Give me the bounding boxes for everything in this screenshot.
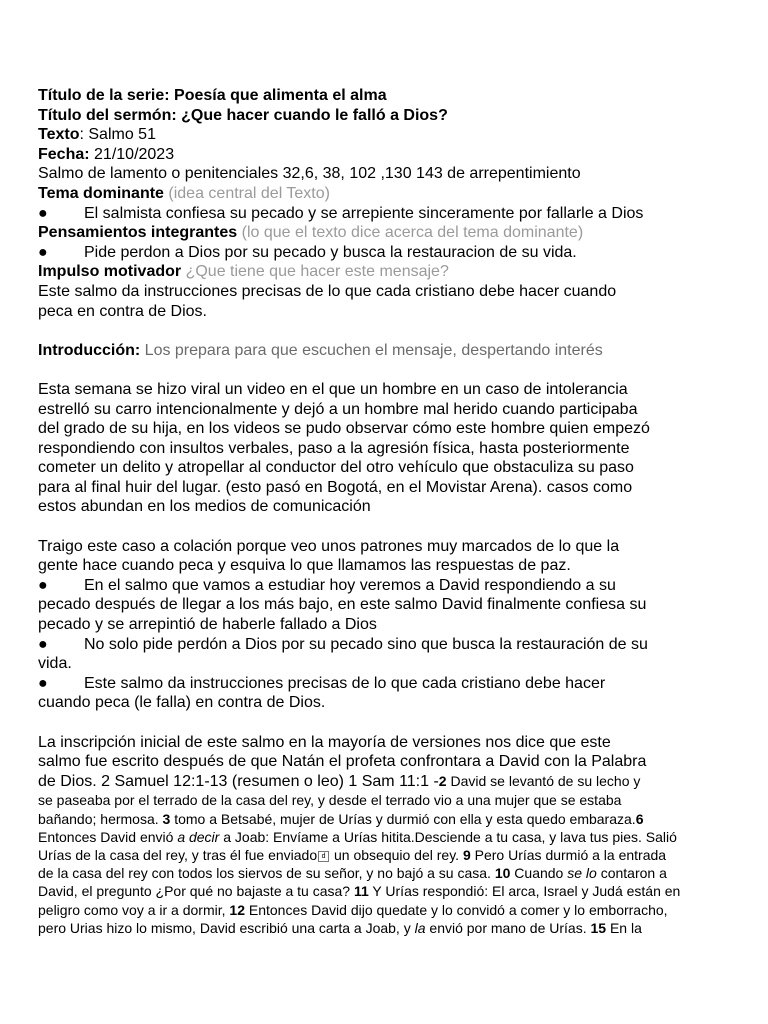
scripture-start	[439, 773, 641, 789]
psalm-line: Salmo de lamento o penitenciales 32,6, 38, 102 ,130 143 de arrepentimiento	[38, 165, 581, 183]
verse-text: tomo a Betsabé, mujer de Urías y durmió con ella y esta quedo embaraza.	[170, 810, 636, 827]
paragraph-line: salmo fue escrito después de que Natán el profeta confrontara a David con la Palabra	[38, 753, 647, 771]
integrating-thoughts-line	[38, 223, 738, 243]
verse-italic: la	[414, 919, 426, 936]
impulse-text-1: Este salmo da instrucciones precisas de lo que cada cristiano debe hacer cuando	[38, 282, 617, 300]
verse-number: 12	[229, 901, 245, 918]
verse-number: 9	[462, 846, 471, 863]
spacer	[38, 713, 738, 733]
paragraph-patterns	[38, 537, 738, 576]
introduction-line	[38, 341, 738, 361]
verse-text: Y Urías respondió: El arca, Israel y Judá están en	[368, 883, 681, 900]
paragraph-line: Traigo este caso a colación porque veo unos patrones muy marcados de lo que la	[38, 537, 620, 555]
motivating-impulse-hint: ¿Que tiene que hacer este mensaje?	[181, 263, 449, 281]
bullet-line	[38, 576, 738, 596]
bullet-icon: ●	[38, 204, 48, 222]
paragraph-line: estos abundan en los medios de comunicación	[38, 498, 371, 516]
verse-text: Urías de la casa del rey, y tras él fue enviado	[38, 846, 318, 863]
verse-number: 11	[353, 883, 369, 900]
dominant-theme-label: Tema dominante	[38, 184, 164, 202]
integrating-thoughts-label: Pensamientos integrantes	[38, 224, 238, 242]
paragraph-line: La inscripción inicial de este salmo en la mayoría de versiones nos dice que este	[38, 733, 611, 751]
paragraph-line: respondiendo con insultos verbales, paso a la agresión física, hasta posteriormente	[38, 439, 630, 457]
paragraph-text: de Dios. 2 Samuel 12:1-13 (resumen o leo) 1 Sam 11:1 -	[38, 772, 439, 790]
scripture-line	[38, 828, 738, 846]
paragraph-line: estrelló su carro intencionalmente y dejó a un hombre mal herido cuando participaba	[38, 400, 638, 418]
bullet-icon: ●	[38, 635, 48, 653]
scripture-passage	[38, 791, 738, 937]
verse-number: 6	[635, 810, 644, 827]
bullet-text: cuando peca (le falla) en contra de Dios.	[38, 694, 326, 712]
integrating-thoughts-bullet	[38, 243, 738, 263]
verse-italic: se lo	[567, 865, 597, 882]
impulse-text-2: peca en contra de Dios.	[38, 302, 207, 320]
bullet-text: Pide perdon a Dios por su pecado y busca la restauracion de su vida.	[84, 243, 577, 261]
text-label: Texto	[38, 126, 80, 144]
verse-text: envió por mano de Urías.	[425, 919, 591, 936]
sermon-title-line	[38, 106, 738, 126]
scripture-line	[38, 810, 738, 828]
sermon-document	[38, 86, 738, 937]
bullet-text: El salmista confiesa su pecado y se arrepiente sinceramente por fallarle a Dios	[84, 204, 644, 222]
verse-number: 15	[590, 919, 607, 936]
verse-number: 2	[438, 772, 447, 789]
paragraph-line: cometer un delito y atropellar al conductor del otro vehículo que obstaculiza su paso	[38, 459, 634, 477]
verse-text: peligro como voy a ir a dormir,	[38, 901, 230, 918]
dominant-theme-hint: (idea central del Texto)	[163, 184, 330, 202]
integrating-thoughts-hint: (lo que el texto dice acerca del tema dominante)	[237, 224, 584, 242]
verse-italic: a decir	[177, 828, 220, 845]
verse-text: pero Urias hizo lo mismo, David escribió una carta a Joab, y	[38, 919, 415, 936]
bullet-text: vida.	[38, 655, 72, 673]
introduction-label: Introducción:	[38, 341, 141, 359]
spacer	[38, 517, 738, 537]
paragraph-line	[38, 772, 738, 792]
verse-text: de la casa del rey con todos los siervos de su señor, y no bajó a su casa.	[38, 865, 495, 882]
verse-text: Cuando	[510, 865, 568, 882]
spacer	[38, 321, 738, 341]
scripture-line	[38, 919, 738, 937]
motivating-impulse-label: Impulso motivador	[38, 263, 182, 281]
verse-text: Entonces David envió	[38, 828, 178, 845]
verse-text: un obsequio del rey.	[330, 846, 463, 863]
bullet-icon: ●	[38, 576, 48, 594]
bullet-text: En el salmo que vamos a estudiar hoy veremos a David respondiendo a su	[84, 576, 616, 594]
scripture-line	[38, 846, 738, 864]
scripture-line	[38, 901, 738, 919]
sermon-label: Título del sermón:	[38, 106, 177, 124]
paragraph-line: del grado de su hija, en los videos se pudo observar cómo este hombre quien empezó	[38, 420, 650, 438]
date-label: Fecha:	[38, 145, 90, 163]
motivating-impulse-line	[38, 262, 738, 282]
text-line	[38, 125, 738, 145]
dominant-theme-line	[38, 184, 738, 204]
bullet-text: Este salmo da instrucciones precisas de lo que cada cristiano debe hacer	[84, 674, 606, 692]
spacer	[38, 360, 738, 380]
bullet-text: pecado después de llegar a los más bajo, en este salmo David finalmente confiesa su	[38, 596, 647, 614]
date-value: 21/10/2023	[89, 145, 175, 163]
scripture-line: se paseaba por el terrado de la casa del rey, y desde el terrado vio a una mujer que se estaba	[38, 792, 622, 809]
text-value: : Salmo 51	[79, 126, 156, 144]
paragraph-line: Esta semana se hizo viral un video en el que un hombre en un caso de intolerancia	[38, 380, 628, 398]
footnote-icon[interactable]: d	[318, 851, 329, 862]
verse-text: David se levantó de su lecho y	[446, 772, 641, 789]
bullet-text: No solo pide perdón a Dios por su pecado sino que busca la restauración de su	[84, 635, 648, 653]
verse-number: 10	[494, 865, 511, 882]
verse-text: a Joab: Envíame a Urías hitita.Desciende a tu casa, y lava tus pies. Salió	[219, 828, 677, 845]
paragraph-inscription	[38, 733, 738, 792]
scripture-line	[38, 882, 738, 900]
verse-text: Entonces David dijo quedate y lo convidó a comer y lo emborracho,	[244, 901, 668, 918]
bullet-item-1	[38, 576, 738, 635]
verse-text: contaron a	[596, 865, 667, 882]
verse-number: 3	[162, 810, 171, 827]
series-title-line	[38, 86, 738, 106]
introduction-hint: Los prepara para que escuchen el mensaje, despertando interés	[140, 341, 603, 359]
verse-text: Pero Urías durmió a la entrada	[470, 846, 667, 863]
bullet-item-2	[38, 635, 738, 674]
verse-text: En la	[606, 919, 642, 936]
paragraph-viral-video	[38, 380, 738, 517]
dominant-theme-bullet	[38, 204, 738, 224]
bullet-line	[38, 635, 738, 655]
date-line	[38, 145, 738, 165]
bullet-icon: ●	[38, 243, 48, 261]
bullet-text: pecado y se arrepintió de haberle fallado a Dios	[38, 616, 377, 634]
bullet-item-3	[38, 674, 738, 713]
bullet-icon: ●	[38, 674, 48, 692]
bullet-line	[38, 674, 738, 694]
verse-text: David, el pregunto ¿Por qué no bajaste a tu casa?	[38, 883, 354, 900]
verse-text: bañando; hermosa.	[38, 810, 163, 827]
sermon-value: ¿Que hacer cuando le falló a Dios?	[181, 106, 448, 124]
series-label: Título de la serie:	[38, 87, 170, 104]
series-value: Poesía que alimenta el alma	[174, 87, 387, 104]
scripture-line	[38, 864, 738, 882]
paragraph-line: gente hace cuando peca y esquiva lo que llamamos las respuestas de paz.	[38, 557, 571, 575]
paragraph-line: para al final huir del lugar. (esto pasó en Bogotá, en el Movistar Arena). casos como	[38, 478, 633, 496]
